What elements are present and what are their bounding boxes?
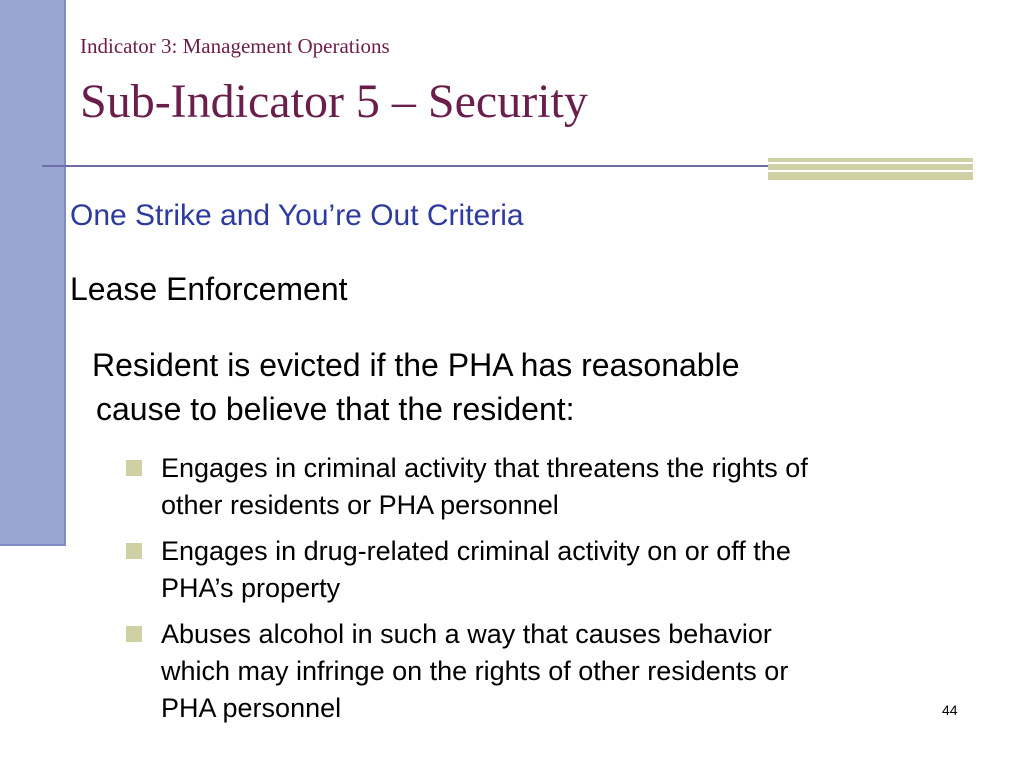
header-divider xyxy=(42,165,770,167)
intro-line: Resident is evicted if the PHA has reasonable xyxy=(92,347,740,383)
subheading: Lease Enforcement xyxy=(70,271,348,307)
bullet-item xyxy=(126,533,1006,607)
bullet-line: which may infringe on the rights of other residents or xyxy=(161,656,789,686)
section-heading: One Strike and You’re Out Criteria xyxy=(70,199,524,232)
square-bullet-icon xyxy=(126,460,142,476)
intro-line: cause to believe that the resident: xyxy=(96,391,575,427)
slide-title: Sub-Indicator 5 – Security xyxy=(80,75,588,128)
bullet-item xyxy=(126,450,1006,524)
bullet-line: PHA’s property xyxy=(161,573,341,603)
header-accent-bars xyxy=(768,158,973,180)
bullet-line: Abuses alcohol in such a way that causes behavior xyxy=(161,619,772,649)
slide-kicker: Indicator 3: Management Operations xyxy=(80,34,390,58)
bullet-line: Engages in criminal activity that threatens the rights of xyxy=(161,453,808,483)
left-decorative-bar xyxy=(0,0,66,546)
bullet-item xyxy=(126,616,1006,727)
square-bullet-icon xyxy=(126,543,142,559)
bullet-line: other residents or PHA personnel xyxy=(161,490,559,520)
intro-paragraph xyxy=(92,343,952,431)
bullet-line: Engages in drug-related criminal activity on or off the xyxy=(161,536,791,566)
page-number: 44 xyxy=(942,702,958,718)
square-bullet-icon xyxy=(126,626,142,642)
bullet-list xyxy=(126,450,1006,736)
bullet-line: PHA personnel xyxy=(161,693,342,723)
